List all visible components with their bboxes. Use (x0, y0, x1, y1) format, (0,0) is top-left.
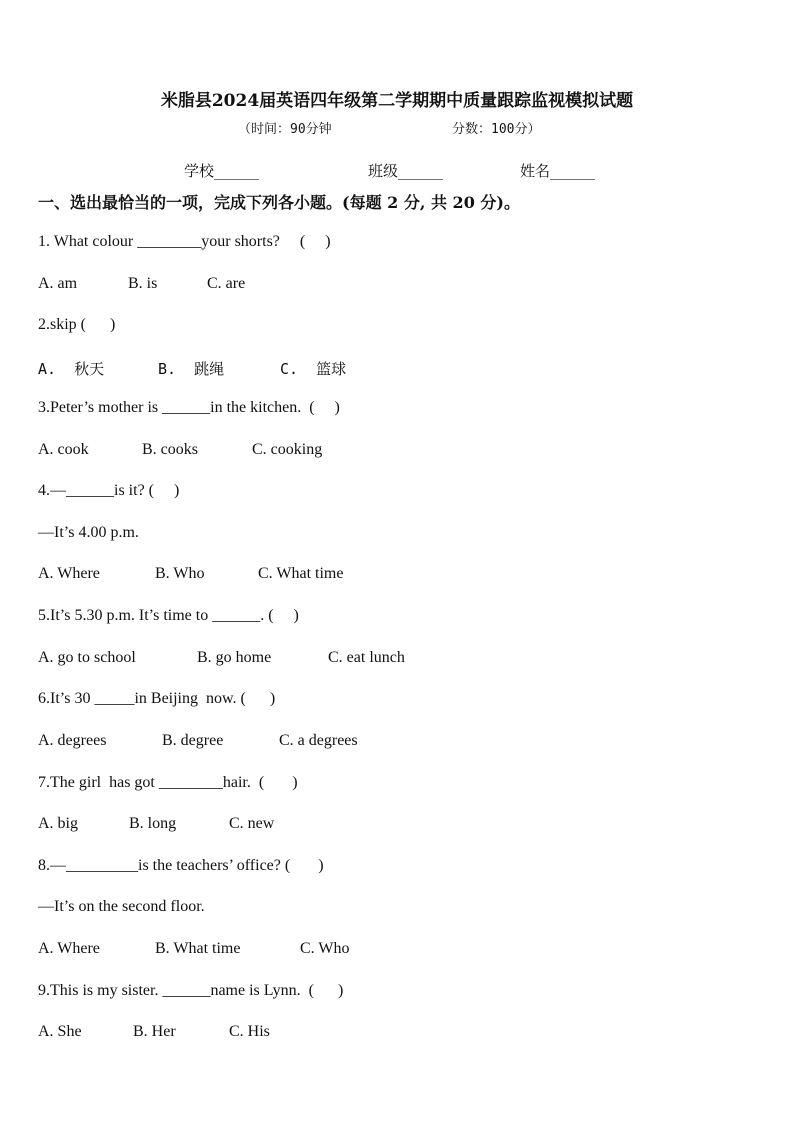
q5-option-b: B. go home (197, 649, 272, 666)
name-field: 姓名______ (520, 162, 596, 180)
question-9: 9.This is my sister. ______name is Lynn. ( ) (38, 982, 344, 999)
q2-option-b: B. 跳绳 (158, 360, 225, 378)
q4-option-b: B. Who (155, 565, 205, 582)
q4-option-a: A. Where (38, 565, 100, 582)
class-field: 班级______ (368, 162, 444, 180)
q7-option-c: C. new (229, 815, 275, 832)
question-6: 6.It’s 30 _____in Beijing now. ( ) (38, 690, 276, 707)
q7-option-a: A. big (38, 815, 78, 832)
q8-option-c: C. Who (300, 940, 350, 957)
question-7: 7.The girl has got ________hair. ( ) (38, 774, 298, 791)
q9-option-c: C. His (229, 1023, 270, 1040)
q7-option-b: B. long (129, 815, 177, 832)
question-2: 2.skip ( ) (38, 316, 116, 333)
q3-option-c: C. cooking (252, 441, 323, 458)
q1-option-c: C. are (207, 275, 246, 292)
question-5: 5.It’s 5.30 p.m. It’s time to ______. ( ) (38, 607, 299, 624)
q1-option-b: B. is (128, 275, 158, 292)
q3-option-a: A. cook (38, 441, 89, 458)
school-field: 学校______ (184, 162, 260, 180)
q2-option-a: A. 秋天 (38, 360, 105, 378)
q9-option-b: B. Her (133, 1023, 176, 1040)
exam-score: 分数：100分） (452, 122, 541, 137)
q6-option-b: B. degree (162, 732, 224, 749)
q3-option-b: B. cooks (142, 441, 198, 458)
q6-option-c: C. a degrees (279, 732, 358, 749)
q8-option-a: A. Where (38, 940, 100, 957)
q1-option-a: A. am (38, 275, 78, 292)
q6-option-a: A. degrees (38, 732, 107, 749)
q5-option-a: A. go to school (38, 649, 136, 666)
page-title: 米脂县2024届英语四年级第二学期期中质量跟踪监视模拟试题 (160, 91, 634, 111)
question-4-answer-line: —It’s 4.00 p.m. (38, 524, 139, 541)
question-3: 3.Peter’s mother is ______in the kitchen. ( ) (38, 399, 340, 416)
q4-option-c: C. What time (258, 565, 344, 582)
q5-option-c: C. eat lunch (328, 649, 405, 666)
q2-option-c: C. 篮球 (280, 360, 347, 378)
q9-option-a: A. She (38, 1023, 82, 1040)
q8-option-b: B. What time (155, 940, 241, 957)
question-1: 1. What colour ________your shorts? ( ) (38, 233, 331, 250)
question-4: 4.—______is it? ( ) (38, 482, 180, 499)
section-heading: 一、选出最恰当的一项，完成下列各小题。(每题 2 分, 共 20 分)。 (38, 193, 520, 212)
exam-time: （时间：90分钟 (238, 122, 332, 137)
question-8: 8.—_________is the teachers’ office? ( ) (38, 857, 324, 874)
question-8-answer-line: —It’s on the second floor. (38, 898, 205, 915)
